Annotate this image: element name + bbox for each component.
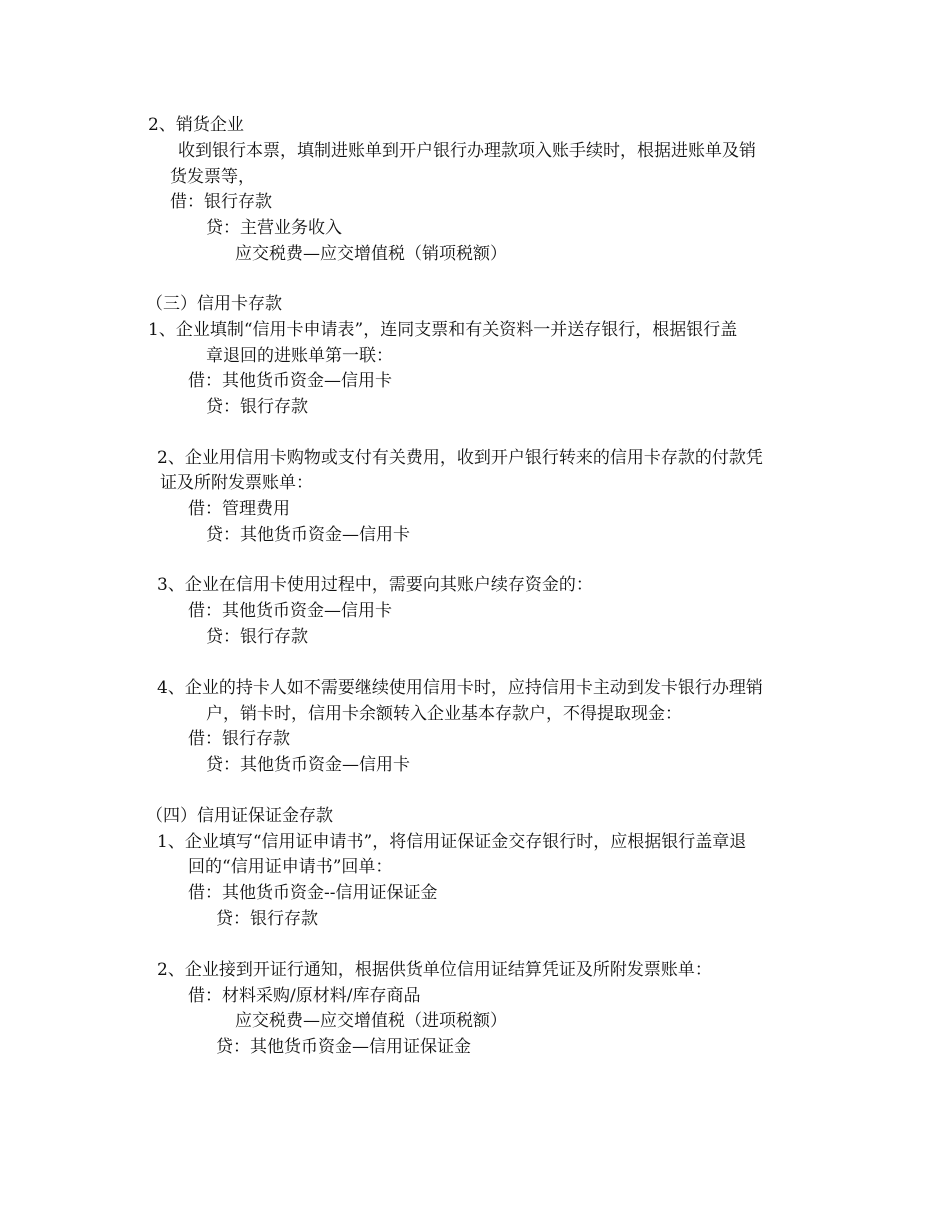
journal-credit-line: 贷：银行存款	[206, 627, 308, 647]
journal-debit-line: 借：其他货币资金--信用证保证金	[188, 883, 438, 903]
journal-debit-line: 借：其他货币资金—信用卡	[188, 601, 392, 621]
paragraph-line: 2、企业接到开证行通知，根据供货单位信用证结算凭证及所附发票账单：	[157, 960, 712, 980]
journal-credit-line: 贷：银行存款	[206, 397, 308, 417]
journal-credit-line: 贷：其他货币资金—信用卡	[206, 525, 410, 545]
journal-debit-line: 借：银行存款	[170, 192, 272, 212]
journal-credit-line: 贷：主营业务收入	[206, 218, 342, 238]
journal-credit-line: 贷：其他货币资金—信用卡	[206, 755, 410, 775]
journal-credit-line: 贷：其他货币资金—信用证保证金	[216, 1037, 471, 1057]
journal-debit-line: 借：管理费用	[188, 499, 290, 519]
paragraph-line: 3、企业在信用卡使用过程中，需要向其账户续存资金的：	[157, 575, 593, 595]
paragraph-line: 证及所附发票账单：	[160, 473, 313, 493]
journal-debit-line: 借：其他货币资金—信用卡	[188, 371, 392, 391]
paragraph-line: 收到银行本票，填制进账单到开户银行办理款项入账手续时，根据进账单及销	[178, 141, 756, 161]
paragraph-line: 户，销卡时，信用卡余额转入企业基本存款户，不得提取现金：	[206, 704, 682, 724]
journal-credit-line: 贷：银行存款	[216, 909, 318, 929]
paragraph-line: 1、企业填写“信用证申请书”，将信用证保证金交存银行时，应根据银行盖章退	[157, 832, 747, 852]
paragraph-line: 回的“信用证申请书”回单：	[188, 857, 393, 877]
journal-credit-line: 应交税费—应交增值税（销项税额）	[235, 244, 507, 264]
journal-debit-line: 应交税费—应交增值税（进项税额）	[235, 1011, 507, 1031]
journal-debit-line: 借：银行存款	[188, 729, 290, 749]
paragraph-line: 货发票等，	[170, 167, 255, 187]
paragraph-line: 1、企业填制“信用卡申请表”，连同支票和有关资料一并送存银行，根据银行盖	[148, 320, 738, 340]
section-heading-credit-card: （三）信用卡存款	[146, 294, 282, 314]
paragraph-line: 4、企业的持卡人如不需要继续使用信用卡时，应持信用卡主动到发卡银行办理销	[157, 678, 763, 698]
section-heading-letter-of-credit: （四）信用证保证金存款	[146, 806, 333, 826]
section-heading-sales-company: 2、销货企业	[148, 115, 244, 135]
paragraph-line: 章退回的进账单第一联：	[206, 346, 393, 366]
journal-debit-line: 借：材料采购/原材料/库存商品	[188, 986, 421, 1006]
paragraph-line: 2、企业用信用卡购物或支付有关费用，收到开户银行转来的信用卡存款的付款凭	[157, 448, 763, 468]
